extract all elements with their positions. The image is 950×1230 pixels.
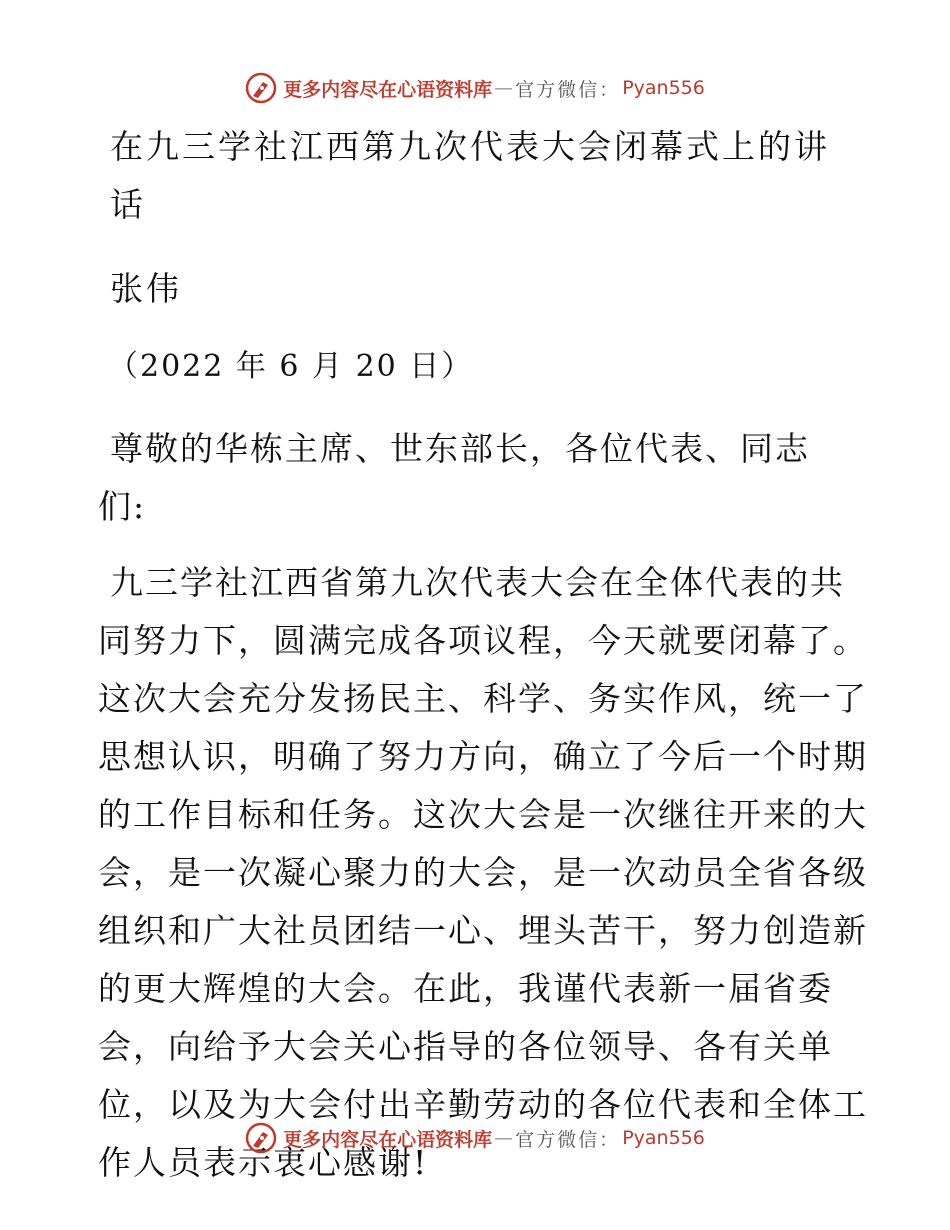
paragraph-line: 的更大辉煌的大会。在此，我谨代表新一届省委 xyxy=(98,969,833,1008)
salutation xyxy=(98,420,850,536)
paragraph-line: 作人员表示衷心感谢! xyxy=(98,1143,429,1182)
paragraph-line: 的工作目标和任务。这次大会是一次继往开来的大 xyxy=(98,795,868,834)
paragraph-line: 组织和广大社员团结一心、埋头苦干，努力创造新 xyxy=(98,911,868,950)
document-title: 在九三学社江西第九次代表大会闭幕式上的讲话 xyxy=(110,127,830,224)
document-date: （2022 年 6 月 20 日） xyxy=(108,349,474,384)
paragraph-line: 会，向给予大会关心指导的各位领导、各有关单 xyxy=(98,1027,833,1066)
banner-brand: 更多内容尽在心语资料库 xyxy=(283,1128,493,1151)
footer-banner xyxy=(0,1122,950,1154)
header-banner xyxy=(0,72,950,104)
paragraph-line: 同努力下，圆满完成各项议程，今天就要闭幕了。 xyxy=(98,621,868,660)
banner-wechat-label: 官方微信： xyxy=(515,78,621,101)
document-author: 张伟 xyxy=(110,269,182,308)
banner-dash: — xyxy=(494,1127,514,1149)
paragraph-line: 位，以及为大会付出辛勤劳动的各位代表和全体工 xyxy=(98,1085,868,1124)
banner-wechat-label: 官方微信： xyxy=(515,1128,621,1151)
banner-dash: — xyxy=(494,77,514,99)
paragraph-line: 会，是一次凝心聚力的大会，是一次动员全省各级 xyxy=(98,853,868,892)
pen-nib-logo-icon xyxy=(245,1122,277,1154)
salutation-line: 们: xyxy=(98,487,147,526)
document-body xyxy=(98,118,868,1192)
body-paragraph xyxy=(98,554,868,1192)
paragraph-line: 这次大会充分发扬民主、科学、务实作风，统一了 xyxy=(98,679,868,718)
pen-nib-logo-icon xyxy=(245,72,277,104)
paragraph-line: 九三学社江西省第九次代表大会在全体代表的共 xyxy=(110,563,845,602)
banner-brand: 更多内容尽在心语资料库 xyxy=(283,78,493,101)
paragraph-line: 思想认识，明确了努力方向，确立了今后一个时期 xyxy=(98,737,868,776)
banner-wechat-id: Pyan556 xyxy=(622,77,705,99)
salutation-line: 尊敬的华栋主席、世东部长，各位代表、同志 xyxy=(110,429,810,468)
banner-wechat-id: Pyan556 xyxy=(622,1127,705,1149)
